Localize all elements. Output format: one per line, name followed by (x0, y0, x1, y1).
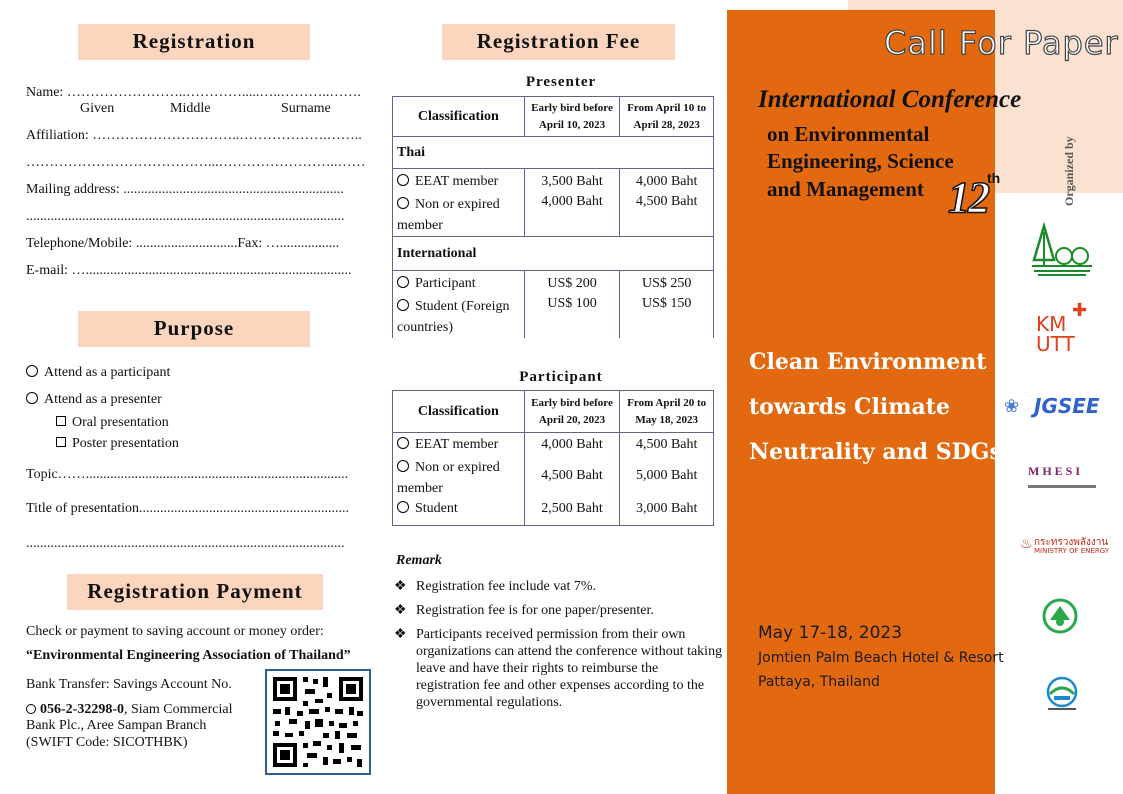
mhesi-logo-text: MHESI (1028, 464, 1084, 478)
row-early: 4,000 Baht (524, 433, 620, 454)
mailing-address-line[interactable]: Mailing address: ............................................................... (26, 182, 344, 197)
option-poster[interactable] (56, 435, 179, 453)
conference-title-line3: Engineering, Science (767, 149, 954, 173)
payment-intro: Check or payment to saving account or money order: (26, 624, 324, 639)
jgsee-logo (1004, 394, 1112, 422)
name-line[interactable]: Name: ……………………..………….....…..………..……. (26, 85, 361, 100)
conference-title-line4: and Management (767, 177, 924, 201)
remark-item (394, 602, 724, 619)
remark-title: Remark (396, 553, 442, 568)
conference-title-line2: on Environmental (767, 122, 930, 146)
energy-logo-text: กระทรวงพลังงาน (1034, 537, 1109, 548)
theme-line2: towards Climate (749, 394, 950, 420)
bank-transfer: Bank Transfer: Savings Account No. (26, 677, 232, 692)
eeat-tree-icon (1030, 222, 1094, 278)
option-participant[interactable] (26, 364, 170, 382)
seal-logo-blue (1044, 676, 1080, 712)
table-row (393, 433, 714, 454)
row-label: EEAT member (415, 437, 499, 452)
mhesi-logo (1028, 464, 1098, 490)
table-row (393, 453, 714, 499)
row-late: 5,000 Baht (620, 453, 714, 499)
remark-text: Participants received permission from their own organizations can attend the conference without taking leave and have their rights to reimburse the registration fee and other expenses according to the governmental regulations. (416, 627, 723, 710)
row-label: Non or expired member (397, 197, 500, 233)
presenter-fee-table (392, 96, 714, 338)
row-early: 4,000 Baht (524, 190, 620, 237)
kmutt-logo-text: KM UTT (1036, 312, 1075, 356)
row-late: 4,500 Baht (620, 190, 714, 237)
table-row (393, 271, 714, 293)
event-date: May 17-18, 2023 (758, 623, 903, 643)
col-late: From April 20 to May 18, 2023 (620, 391, 714, 433)
row-late: US$ 250 (620, 271, 714, 293)
title-line-2[interactable]: ........................................................................................... (26, 536, 345, 551)
row-early: US$ 100 (524, 292, 620, 338)
account-bank: , Siam Commercial (124, 702, 233, 717)
eeat-logo (1030, 222, 1094, 278)
purpose-heading: Purpose (78, 311, 310, 347)
row-late: 4,000 Baht (620, 169, 714, 191)
table-row (393, 169, 714, 191)
qr-code (265, 669, 371, 775)
table-row (393, 499, 714, 525)
row-label: Student (415, 501, 458, 516)
green-seal-icon (1042, 598, 1078, 634)
fee-heading: Registration Fee (442, 24, 675, 60)
remark-text: Registration fee is for one paper/presenter. (416, 603, 654, 618)
participant-title: Participant (519, 369, 603, 385)
theme-line1: Clean Environment (749, 349, 987, 375)
row-early: US$ 200 (524, 271, 620, 293)
seal-logo-green (1042, 598, 1078, 634)
diamond-bullet-icon: ❖ (394, 579, 407, 594)
blue-seal-icon (1044, 676, 1080, 712)
jgsee-logo-text: JGSEE (1034, 394, 1100, 418)
section-international: International (393, 237, 714, 271)
affiliation-line-2[interactable]: …………………………………...……………………..…… (26, 155, 366, 170)
theme-line3: Neutrality and SDGs (749, 439, 1002, 465)
bullet-icon (397, 437, 409, 449)
remark-item (394, 578, 724, 595)
row-late: 3,000 Baht (620, 499, 714, 525)
option-poster-label: Poster presentation (72, 436, 179, 451)
col-late: From April 10 to April 28, 2023 (620, 97, 714, 137)
remark-text: Registration fee include vat 7%. (416, 579, 596, 594)
row-early: 4,500 Baht (524, 453, 620, 499)
mhesi-subline (1028, 485, 1096, 488)
telephone-fax-line[interactable]: Telephone/Mobile: .............................Fax: …................. (26, 236, 340, 251)
qr-code-icon (267, 671, 369, 773)
edition-suffix: th (987, 170, 1001, 186)
account-number: 056-2-32298-0 (40, 702, 124, 717)
name-part-surname: Surname (281, 101, 331, 116)
lotus-icon: ❀ (1004, 396, 1020, 416)
email-line[interactable]: E-mail: …............................................................................ (26, 263, 352, 278)
bullet-icon (397, 501, 409, 513)
row-label: Student (Foreign countries) (397, 299, 510, 335)
flame-icon: ♨ (1020, 537, 1033, 552)
event-venue: Jomtien Palm Beach Hotel & Resort (758, 650, 1004, 666)
col-classification: Classification (393, 391, 525, 433)
option-presenter[interactable] (26, 391, 162, 409)
option-participant-label: Attend as a participant (44, 365, 171, 380)
table-row (393, 292, 714, 338)
row-label: Participant (415, 276, 476, 291)
energy-logo-sub: MINISTRY OF ENERGY (1034, 547, 1110, 555)
option-presenter-label: Attend as a presenter (44, 392, 162, 407)
bullet-icon (397, 174, 409, 186)
col-early-bird: Early bird before April 20, 2023 (524, 391, 620, 433)
col-classification: Classification (393, 97, 525, 137)
energy-ministry-logo (1020, 536, 1110, 558)
row-early: 3,500 Baht (524, 169, 620, 191)
option-oral-label: Oral presentation (72, 415, 169, 430)
name-part-given: Given (80, 101, 115, 116)
call-for-paper: Call For Paper (884, 24, 1119, 62)
conference-title-line1: International Conference (758, 86, 1022, 113)
affiliation-line[interactable]: Affiliation: …………………………..……………….…….. (26, 128, 362, 143)
payment-heading: Registration Payment (67, 574, 323, 610)
table-row (393, 190, 714, 237)
option-oral[interactable] (56, 414, 169, 432)
diamond-bullet-icon: ❖ (394, 627, 407, 642)
participant-fee-table (392, 390, 714, 526)
title-line[interactable]: Title of presentation............................................................ (26, 501, 350, 516)
payment-association: “Environmental Engineering Association of Thailand” (26, 648, 351, 663)
remark-item (394, 626, 724, 711)
row-late: US$ 150 (620, 292, 714, 338)
event-city: Pattaya, Thailand (758, 674, 880, 690)
topic-line[interactable]: Topic……........................................................................... (26, 467, 349, 482)
row-label: EEAT member (415, 174, 499, 189)
bullet-icon (397, 197, 409, 209)
organized-by: Organized by (1062, 136, 1076, 206)
bullet-icon (397, 276, 409, 288)
name-part-middle: Middle (170, 101, 211, 116)
col-early-bird: Early bird before April 10, 2023 (524, 97, 620, 137)
radio-icon (26, 365, 38, 377)
edition-number: 12 (948, 173, 988, 222)
bullet-icon (397, 299, 409, 311)
bullet-icon (397, 460, 409, 472)
row-late: 4,500 Baht (620, 433, 714, 454)
swift-code: (SWIFT Code: SICOTHBK) (26, 735, 188, 750)
presenter-title: Presenter (525, 74, 597, 90)
bank-branch: Bank Plc., Aree Sampan Branch (26, 718, 207, 733)
radio-icon (26, 704, 36, 714)
kmutt-cross-icon: ✚ (1072, 300, 1088, 320)
checkbox-icon (56, 416, 66, 426)
mailing-address-line-2[interactable]: ........................................................................................... (26, 209, 345, 224)
kmutt-logo (1030, 296, 1100, 364)
registration-heading: Registration (78, 24, 310, 60)
row-label: Non or expired member (397, 460, 500, 496)
section-thai: Thai (393, 137, 714, 169)
radio-icon (26, 392, 38, 404)
row-early: 2,500 Baht (524, 499, 620, 525)
diamond-bullet-icon: ❖ (394, 603, 407, 618)
checkbox-icon (56, 437, 66, 447)
